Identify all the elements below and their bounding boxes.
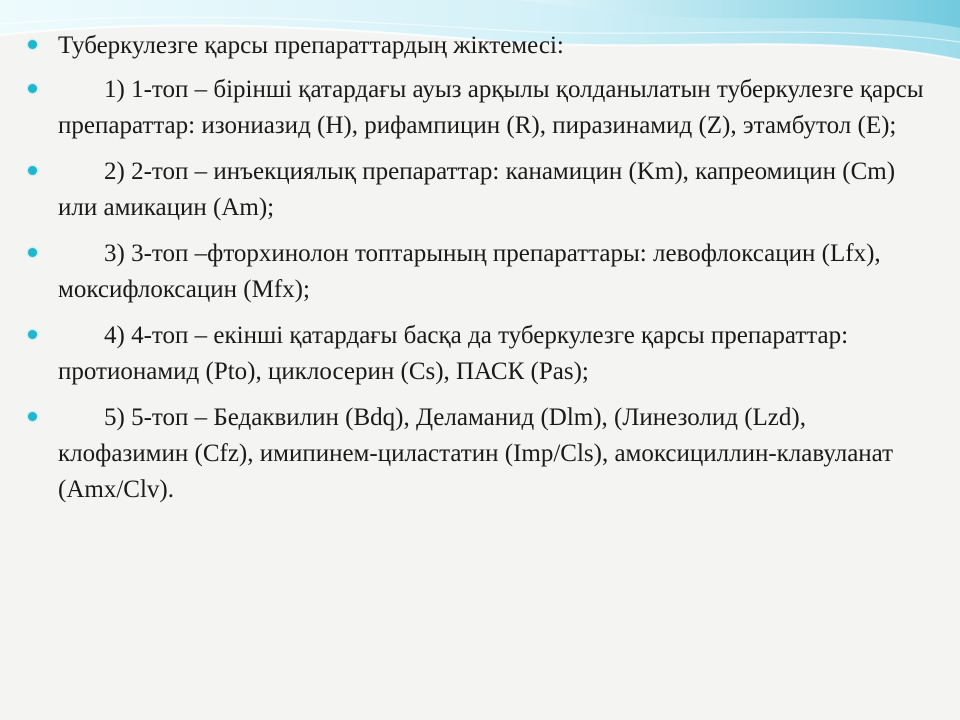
list-item-text: 5) 5-топ – Бедаквилин (Bdq), Деламанид (Dlm), (Линезолид (Lzd), клофазимин (Cfz), имипинем-циластатин (Imp/Cls), амоксициллин-клавуланат (Amx/Clv). — [58, 404, 894, 503]
bullet-dot-icon — [28, 166, 37, 175]
bullet-list — [28, 28, 933, 518]
list-item-text: 4) 4-топ – екінші қатардағы басқа да туберкулезге қарсы препараттар: протионамид (Pto), циклосерин (Cs), ПАСК (Pas); — [58, 322, 849, 385]
list-item — [28, 72, 933, 144]
list-item — [28, 28, 933, 64]
list-item — [28, 236, 933, 308]
bullet-dot-icon — [28, 412, 37, 421]
bullet-dot-icon — [28, 40, 37, 49]
list-item — [28, 154, 933, 226]
bullet-dot-icon — [28, 84, 37, 93]
bullet-dot-icon — [28, 248, 37, 257]
list-item-text: 2) 2-топ – инъекциялық препараттар: канамицин (Km), капреомицин (Cm) или амикацин (Am); — [58, 158, 896, 221]
list-item-text: Туберкулезге қарсы препараттардың жіктемесі: — [58, 32, 564, 59]
list-item-text: 3) 3-топ –фторхинолон топтарының препараттары: левофлоксацин (Lfx), моксифлоксацин (Mfx); — [58, 240, 881, 303]
list-item-text: 1) 1-топ – бірінші қатардағы ауыз арқылы қолданылатын туберкулезге қарсы препараттар: изониазид (H), рифампицин (R), пиразинамид (Z), этамбутол (E); — [58, 76, 924, 139]
bullet-dot-icon — [28, 330, 37, 339]
list-item — [28, 318, 933, 390]
list-item — [28, 400, 933, 508]
